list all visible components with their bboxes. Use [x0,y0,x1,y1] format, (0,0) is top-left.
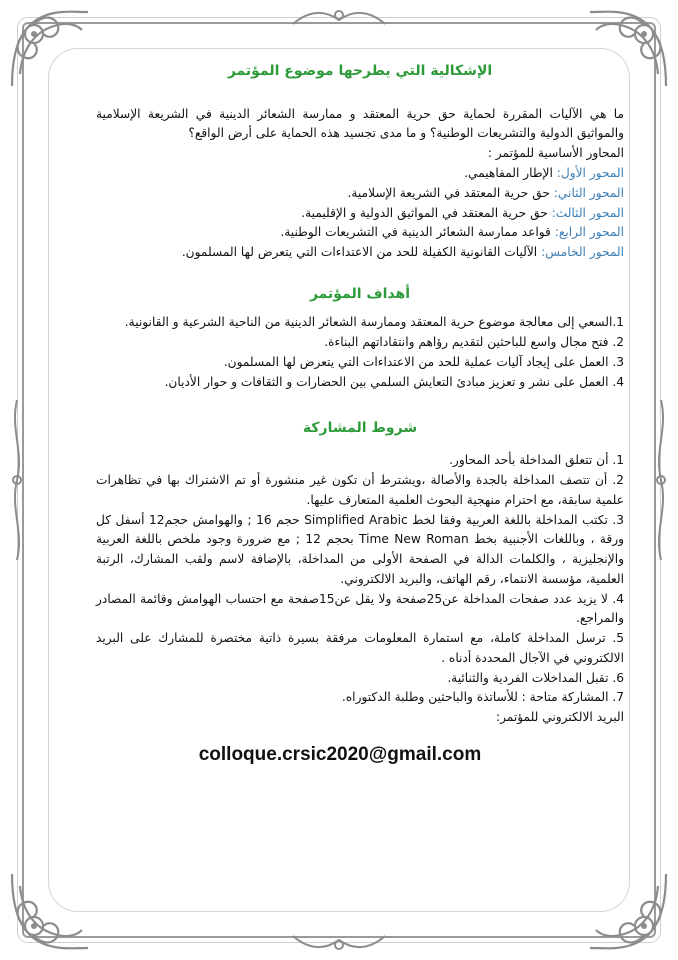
goals-heading: أهداف المؤتمر [309,285,411,302]
conference-email-link[interactable]: colloque.crsic2020@gmail.com [198,743,482,765]
condition-item: 5. ترسل المداخلة كاملة، مع استمارة المعلومات مرفقة بسيرة ذاتية مختصرة للمشارك على البريد الالكتروني في الآجال المحددة أدناه . [96,631,624,665]
axis-label: المحور الثاني: [553,185,624,200]
axes-list [96,164,624,263]
condition-item: 7. المشاركة متاحة : للأساتذة والباحثين وطلبة الدكتوراه. [341,690,624,705]
axis-item [96,223,624,243]
side-ornament-icon [8,400,26,560]
axis-text: الآليات القانونية الكفيلة للحد من الاعتداءات التي يتعرض لها المسلمون. [181,245,542,260]
axis-text: حق حرية المعتقد في الشريعة الإسلامية. [347,185,554,200]
goal-item: 3. العمل على إيجاد آليات عملية للحد من الاعتداءات التي يتعرض لها المسلمون. [223,355,624,369]
goal-item: 2. فتح مجال واسع للباحثين لتقديم رؤاهم وانتقاداتهم البناءة. [324,335,624,350]
corner-ornament-icon [584,866,674,956]
axis-label: المحور الخامس: [541,245,624,260]
condition-item: 4. لا يزيد عدد صفحات المداخلة عن25صفحة ولا يقل عن15صفحة مع احتساب الهوامش وقائمة المصادر والمراجع. [96,591,624,626]
bottom-ornament-icon [289,932,389,954]
side-ornament-icon [652,400,670,560]
axis-label: المحور الأول: [556,165,624,180]
goal-item: 1.السعي إلى معالجة موضوع حرية المعتقد وممارسة الشعائر الدينية من الناحية الشرعية و القانونية. [124,315,624,330]
axis-text: حق حرية المعتقد في المواثيق الدولية و الإقليمية. [301,205,552,220]
condition-item: 3. تكتب المداخلة باللغة العربية وفقا لخط Simplified Arabic حجم 16 ; والهوامش حجم12 أسفل كل ورقة ، وباللغات الأجنبية بخط Time New Roman بحجم 12 ; مع ضرورة وجود ملخص باللغة العربية والإنجليزية ، والكلمات الدالة في الصفحة الأولى من المداخلة، بالإضافة لاسم ولقب المشارك، الرتبة العلمية، مؤسسة الانتماء، رقم الهاتف، والبريد الالكتروني. [96,512,624,586]
axis-label: المحور الثالث: [551,205,624,220]
goals-list [96,313,624,392]
condition-item: 6. تقبل المداخلات الفردية والثنائية. [447,670,624,685]
axis-item [96,204,624,224]
axis-label: المحور الرابع: [554,225,624,240]
axis-text: قواعد ممارسة الشعائر الدينية في التشريعات الوطنية. [280,225,555,240]
corner-ornament-icon [4,866,94,956]
condition-item: 2. أن تتصف المداخلة بالجدة والأصالة ،ويشترط أن تكون غير منشورة أو تم الاشتراك بها في تظاهرات علمية سابقة، مع احترام منهجية البحوث العلمية المتعارف عليها. [96,472,624,507]
axes-intro: المحاور الأساسية للمؤتمر : [487,146,624,161]
axis-text: الإطار المفاهيمي. [464,165,557,180]
email-label: البريد الالكتروني للمؤتمر: [495,710,624,725]
conditions-list [96,451,624,708]
condition-item: 1. أن تتعلق المداخلة بأحد المحاور. [449,453,624,468]
axis-item [96,184,624,204]
conditions-heading: شروط المشاركة [302,419,418,436]
problem-paragraph: ما هي الآليات المقررة لحماية حق حرية المعتقد و ممارسة الشعائر الدينية في الشريعة الإسلامية والمواثيق الدولية والتشريعات الوطنية؟ و ما مدى تجسيد هذه الحماية على أرض الواقع؟ [96,106,624,141]
corner-ornament-icon [4,4,94,94]
goal-item: 4. العمل على نشر و تعزيز مبادئ التعايش السلمي بين الحضارات و الثقافات و حوار الأديان. [164,374,624,389]
axis-item [96,243,624,263]
top-ornament-icon [289,6,389,28]
document-body [96,60,624,771]
problem-heading: الإشكالية التي يطرحها موضوع المؤتمر [227,63,493,79]
axis-item [96,164,624,184]
